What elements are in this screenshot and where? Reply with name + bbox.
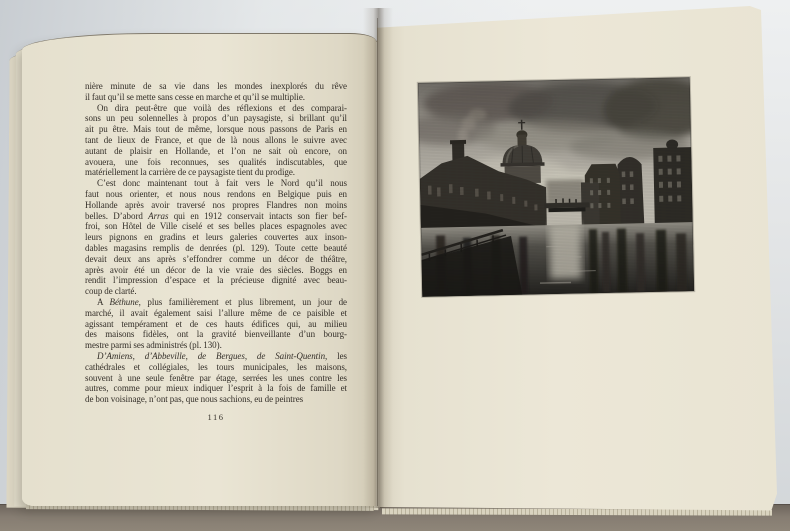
text-line: tant de lieux de France, et que de là nous allons le suivre avec xyxy=(85,134,347,145)
text-line: autres, comme pour mieux indiquer l’esprit à la fois de famille et xyxy=(85,383,347,394)
text-line: avouera, une fois reconnues, ses qualités indiscutables, que xyxy=(85,156,347,167)
text-line: devait deux ans après s’effondrer comme un décor de théâtre, xyxy=(85,253,347,264)
text-line: A Béthune, plus familièrement et plus librement, un jour de xyxy=(97,296,347,307)
text-line: D’Amiens, d’Abbeville, de Bergues, de Saint-Quentin, les xyxy=(97,350,347,361)
text-line: C’est donc maintenant tout à fait vers le Nord qu’il nous xyxy=(97,178,347,189)
page-number: 116 xyxy=(207,412,225,422)
text-line: des maisons fidèles, ont la gravité bienveillante d’un bourg- xyxy=(85,329,347,340)
plate-image xyxy=(418,77,694,297)
text-line: mestre parmi ses administrés (pl. 130). xyxy=(85,340,222,351)
text-line: nière minute de sa vie dans les mondes inexplorés du rêve xyxy=(85,81,347,91)
text-line: leurs pignons en gradins et leurs galeries couvertes aux inson- xyxy=(85,232,347,243)
text-line: de bon voisinage, n’ont pas, que nous sachions, eu de peintres xyxy=(85,394,304,405)
text-line: autant de plaisir en Hollande, et l’on ne sait où encore, on xyxy=(85,145,347,156)
text-line: marché, il avait également saisi l’allure même de ce paisible et xyxy=(85,307,347,318)
text-line: cathédrales et collégiales, les tours municipales, les maisons, xyxy=(85,361,347,372)
text-line: après avoir été un décor de la vie vraie des siècles. Boggs en xyxy=(85,264,347,275)
text-line: ait pu être. Mais tout de même, lorsque nous passons de Paris en xyxy=(85,124,347,135)
text-line: On dira peut-être que voilà des réflexions et des comparai- xyxy=(97,102,347,113)
text-line: dables magasins remplis de denrées (pl. 129). Toute cette beauté xyxy=(85,242,347,253)
text-line: il faut qu’il se mette sans cesse en marche et qu’il se multiplie. xyxy=(85,91,305,102)
canal-etching xyxy=(418,77,694,297)
text-line: souvent à une seule fenêtre par étage, serrées les unes contre les xyxy=(85,372,347,383)
text-line: sons un peu solennelles à propos d’un paysagiste, si brillant qu’il xyxy=(85,113,347,124)
text-line: rendit l’impression d’espace et la précieuse dignité avec beau- xyxy=(85,275,347,286)
text-line: belles. D’abord Arras qui en 1912 conservait intacts son fier bef- xyxy=(85,210,347,221)
text-line: faut nous orienter, et nous nous rendons en Belgique puis en xyxy=(85,188,347,199)
text-line: froi, son Hôtel de Ville ciselé et ses belles places espagnoles avec xyxy=(85,221,347,232)
left-page xyxy=(22,33,376,506)
text-line: Hollande après avoir traversé nos propres Flandres non moins xyxy=(85,199,347,210)
etch-texture-overlay xyxy=(418,77,694,297)
text-line: coup de clarté. xyxy=(85,286,137,297)
text-line: matériellement la carrière de ce paysagiste tient du prodige. xyxy=(85,167,296,178)
text-line: agissant tempérament et de ces hauts édifices qui, au milieu xyxy=(85,318,347,329)
text-block xyxy=(85,81,347,405)
right-page xyxy=(377,6,777,512)
